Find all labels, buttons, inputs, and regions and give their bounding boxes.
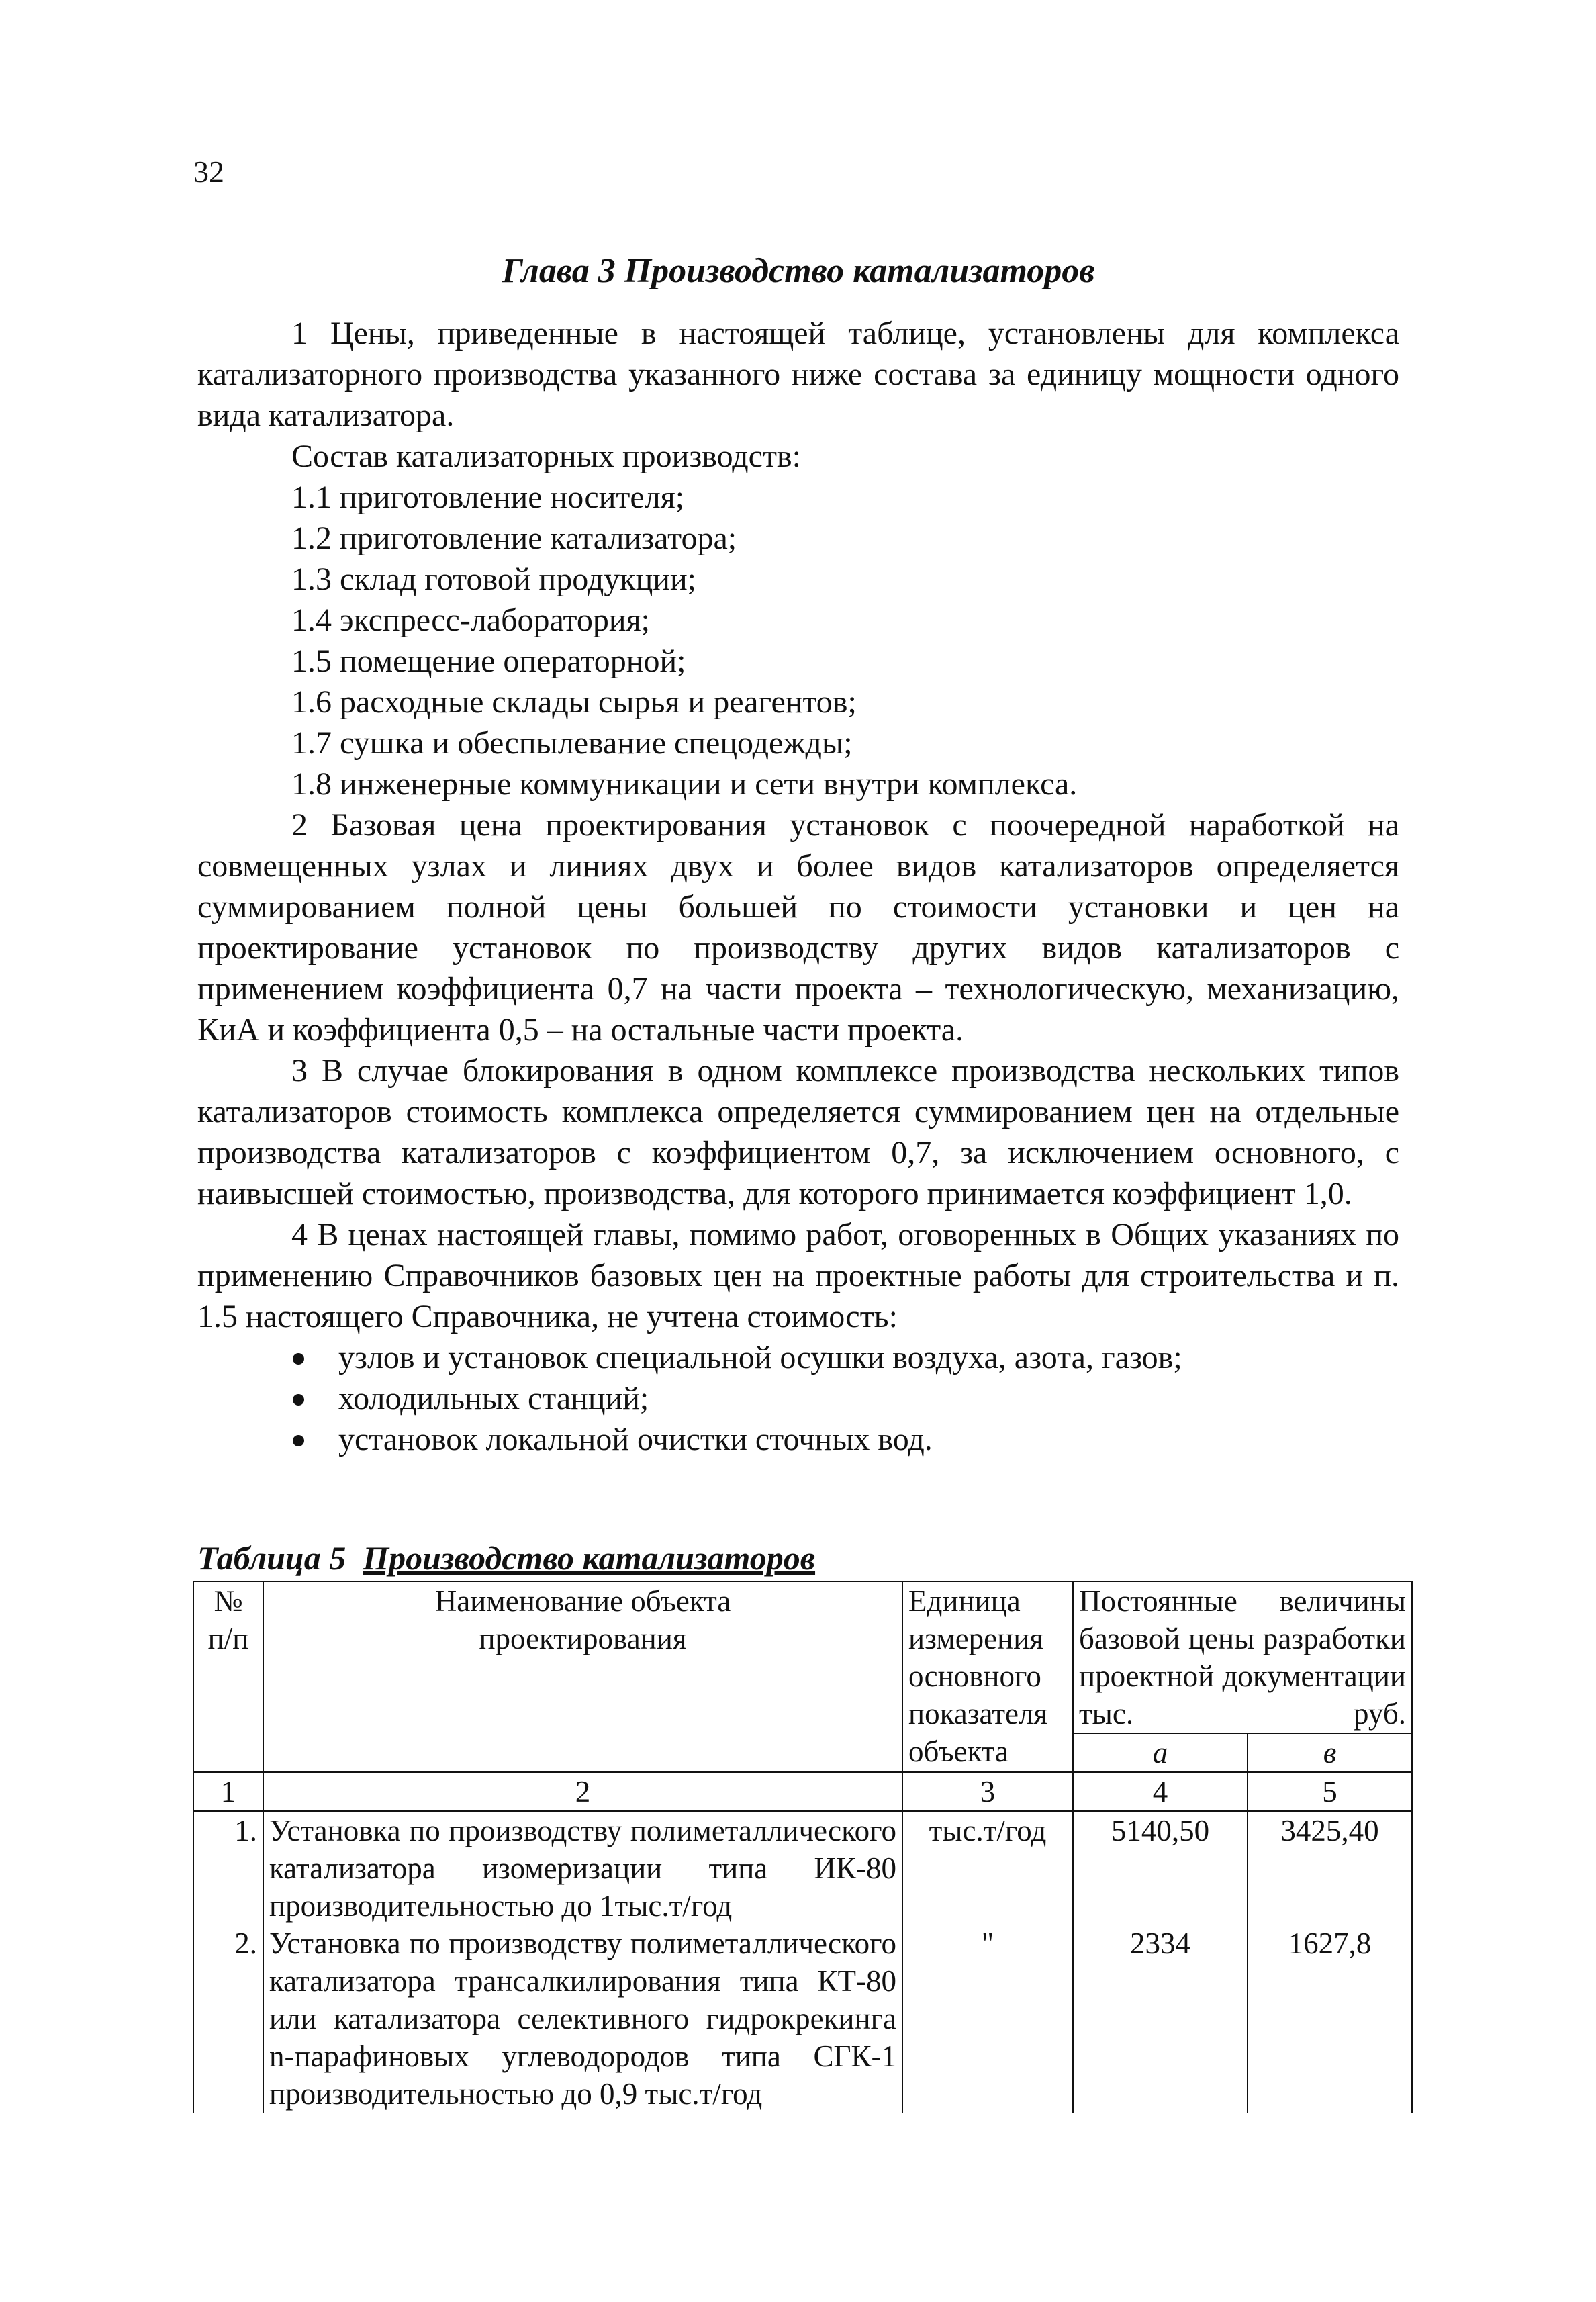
column-number: 3 — [902, 1772, 1073, 1811]
composition-item: 1.7 сушка и обеспылевание спецодежды; — [291, 725, 853, 761]
row-value-a: 5140,50 — [1073, 1811, 1248, 1925]
column-number: 4 — [1073, 1772, 1248, 1811]
header-constants: Постоянные величины базовой цены разработки проектной документации тыс. руб. — [1073, 1581, 1412, 1733]
table-row — [193, 1811, 1412, 1925]
table-caption-title: Производство катализаторов — [363, 1539, 816, 1577]
header-col-a: а — [1073, 1733, 1248, 1772]
header-unit: Единица измерения основного показателя объекта — [902, 1581, 1073, 1772]
table-caption — [197, 1538, 815, 1578]
list-item: установок локальной очистки сточных вод. — [291, 1419, 1399, 1460]
page-number: 32 — [193, 154, 224, 189]
table-row — [193, 1925, 1412, 2113]
composition-item: 1.1 приготовление носителя; — [291, 479, 685, 515]
exclusions-list — [197, 1337, 1399, 1460]
composition-item: 1.6 расходные склады сырья и реагентов; — [291, 684, 857, 720]
row-value-b: 1627,8 — [1248, 1925, 1412, 2113]
composition-item: 1.3 склад готовой продукции; — [291, 561, 696, 597]
row-number: 2. — [193, 1925, 263, 2113]
header-number — [193, 1581, 263, 1772]
row-object-name: Установка по производству полиметаллического катализатора изомеризации типа ИК-80 производительностью до 1тыс.т/год — [263, 1811, 902, 1925]
chapter-title: Глава 3 Производство катализаторов — [502, 252, 1095, 290]
header-number-symbol: № — [214, 1584, 243, 1618]
composition-item: 1.4 экспресс-лаборатория; — [291, 602, 650, 638]
paragraph-1: 1 Цены, приведенные в настоящей таблице, установлены для комплекса катализаторного производства указанного ниже состава за единицу мощности одного вида катализатора. — [197, 316, 1399, 433]
price-table — [193, 1581, 1413, 2113]
header-object-name: Наименование объекта проектирования — [263, 1581, 902, 1772]
composition-item: 1.8 инженерные коммуникации и сети внутри комплекса. — [291, 766, 1078, 802]
column-number: 2 — [263, 1772, 902, 1811]
row-value-b: 3425,40 — [1248, 1811, 1412, 1925]
composition-item: 1.5 помещение операторной; — [291, 643, 686, 679]
list-item: узлов и установок специальной осушки воздуха, азота, газов; — [291, 1337, 1399, 1378]
list-item: холодильных станций; — [291, 1378, 1399, 1419]
composition-item: 1.2 приготовление катализатора; — [291, 520, 737, 556]
paragraph-4: 4 В ценах настоящей главы, помимо работ, оговоренных в Общих указаниях по применению Справочников базовых цен на проектные работы для строительства и п. 1.5 настоящего Справочника, не учтена стоимость: — [197, 1217, 1399, 1334]
column-number: 5 — [1248, 1772, 1412, 1811]
composition-heading: Состав катализаторных производств: — [291, 439, 801, 474]
row-object-name: Установка по производству полиметаллического катализатора трансалкилирования типа КТ-80 или катализатора селективного гидрокрекинга n-парафиновых углеводородов типа СГК-1 производительностью до 0,9 тыс.т/год — [263, 1925, 902, 2113]
row-value-a: 2334 — [1073, 1925, 1248, 2113]
paragraph-2: 2 Базовая цена проектирования установок с поочередной наработкой на совмещенных узлах и линиях двух и более видов катализаторов определяется суммированием полной цены большей по стоимости установки и цен на проектирование установок по производству других видов катализаторов с применением коэффициента 0,7 на части проекта – технологическую, механизацию, КиА и коэффициента 0,5 – на остальные части проекта. — [197, 807, 1399, 1048]
column-number-row — [193, 1772, 1412, 1811]
row-unit: тыс.т/год — [902, 1811, 1073, 1925]
paragraph-3: 3 В случае блокирования в одном комплексе производства нескольких типов катализаторов стоимость комплекса определяется суммированием цен на отдельные производства катализаторов с коэффициентом 0,7, за исключением основного, с наивысшей стоимостью, производства, для которого принимается коэффициент 1,0. — [197, 1053, 1399, 1211]
header-col-b: в — [1248, 1733, 1412, 1772]
table-header-row — [193, 1581, 1412, 1733]
header-number-label: п/п — [207, 1622, 249, 1655]
table-caption-prefix: Таблица 5 — [197, 1539, 346, 1577]
chapter-body — [197, 250, 1399, 1460]
column-number: 1 — [193, 1772, 263, 1811]
row-unit: " — [902, 1925, 1073, 2113]
row-number: 1. — [193, 1811, 263, 1925]
